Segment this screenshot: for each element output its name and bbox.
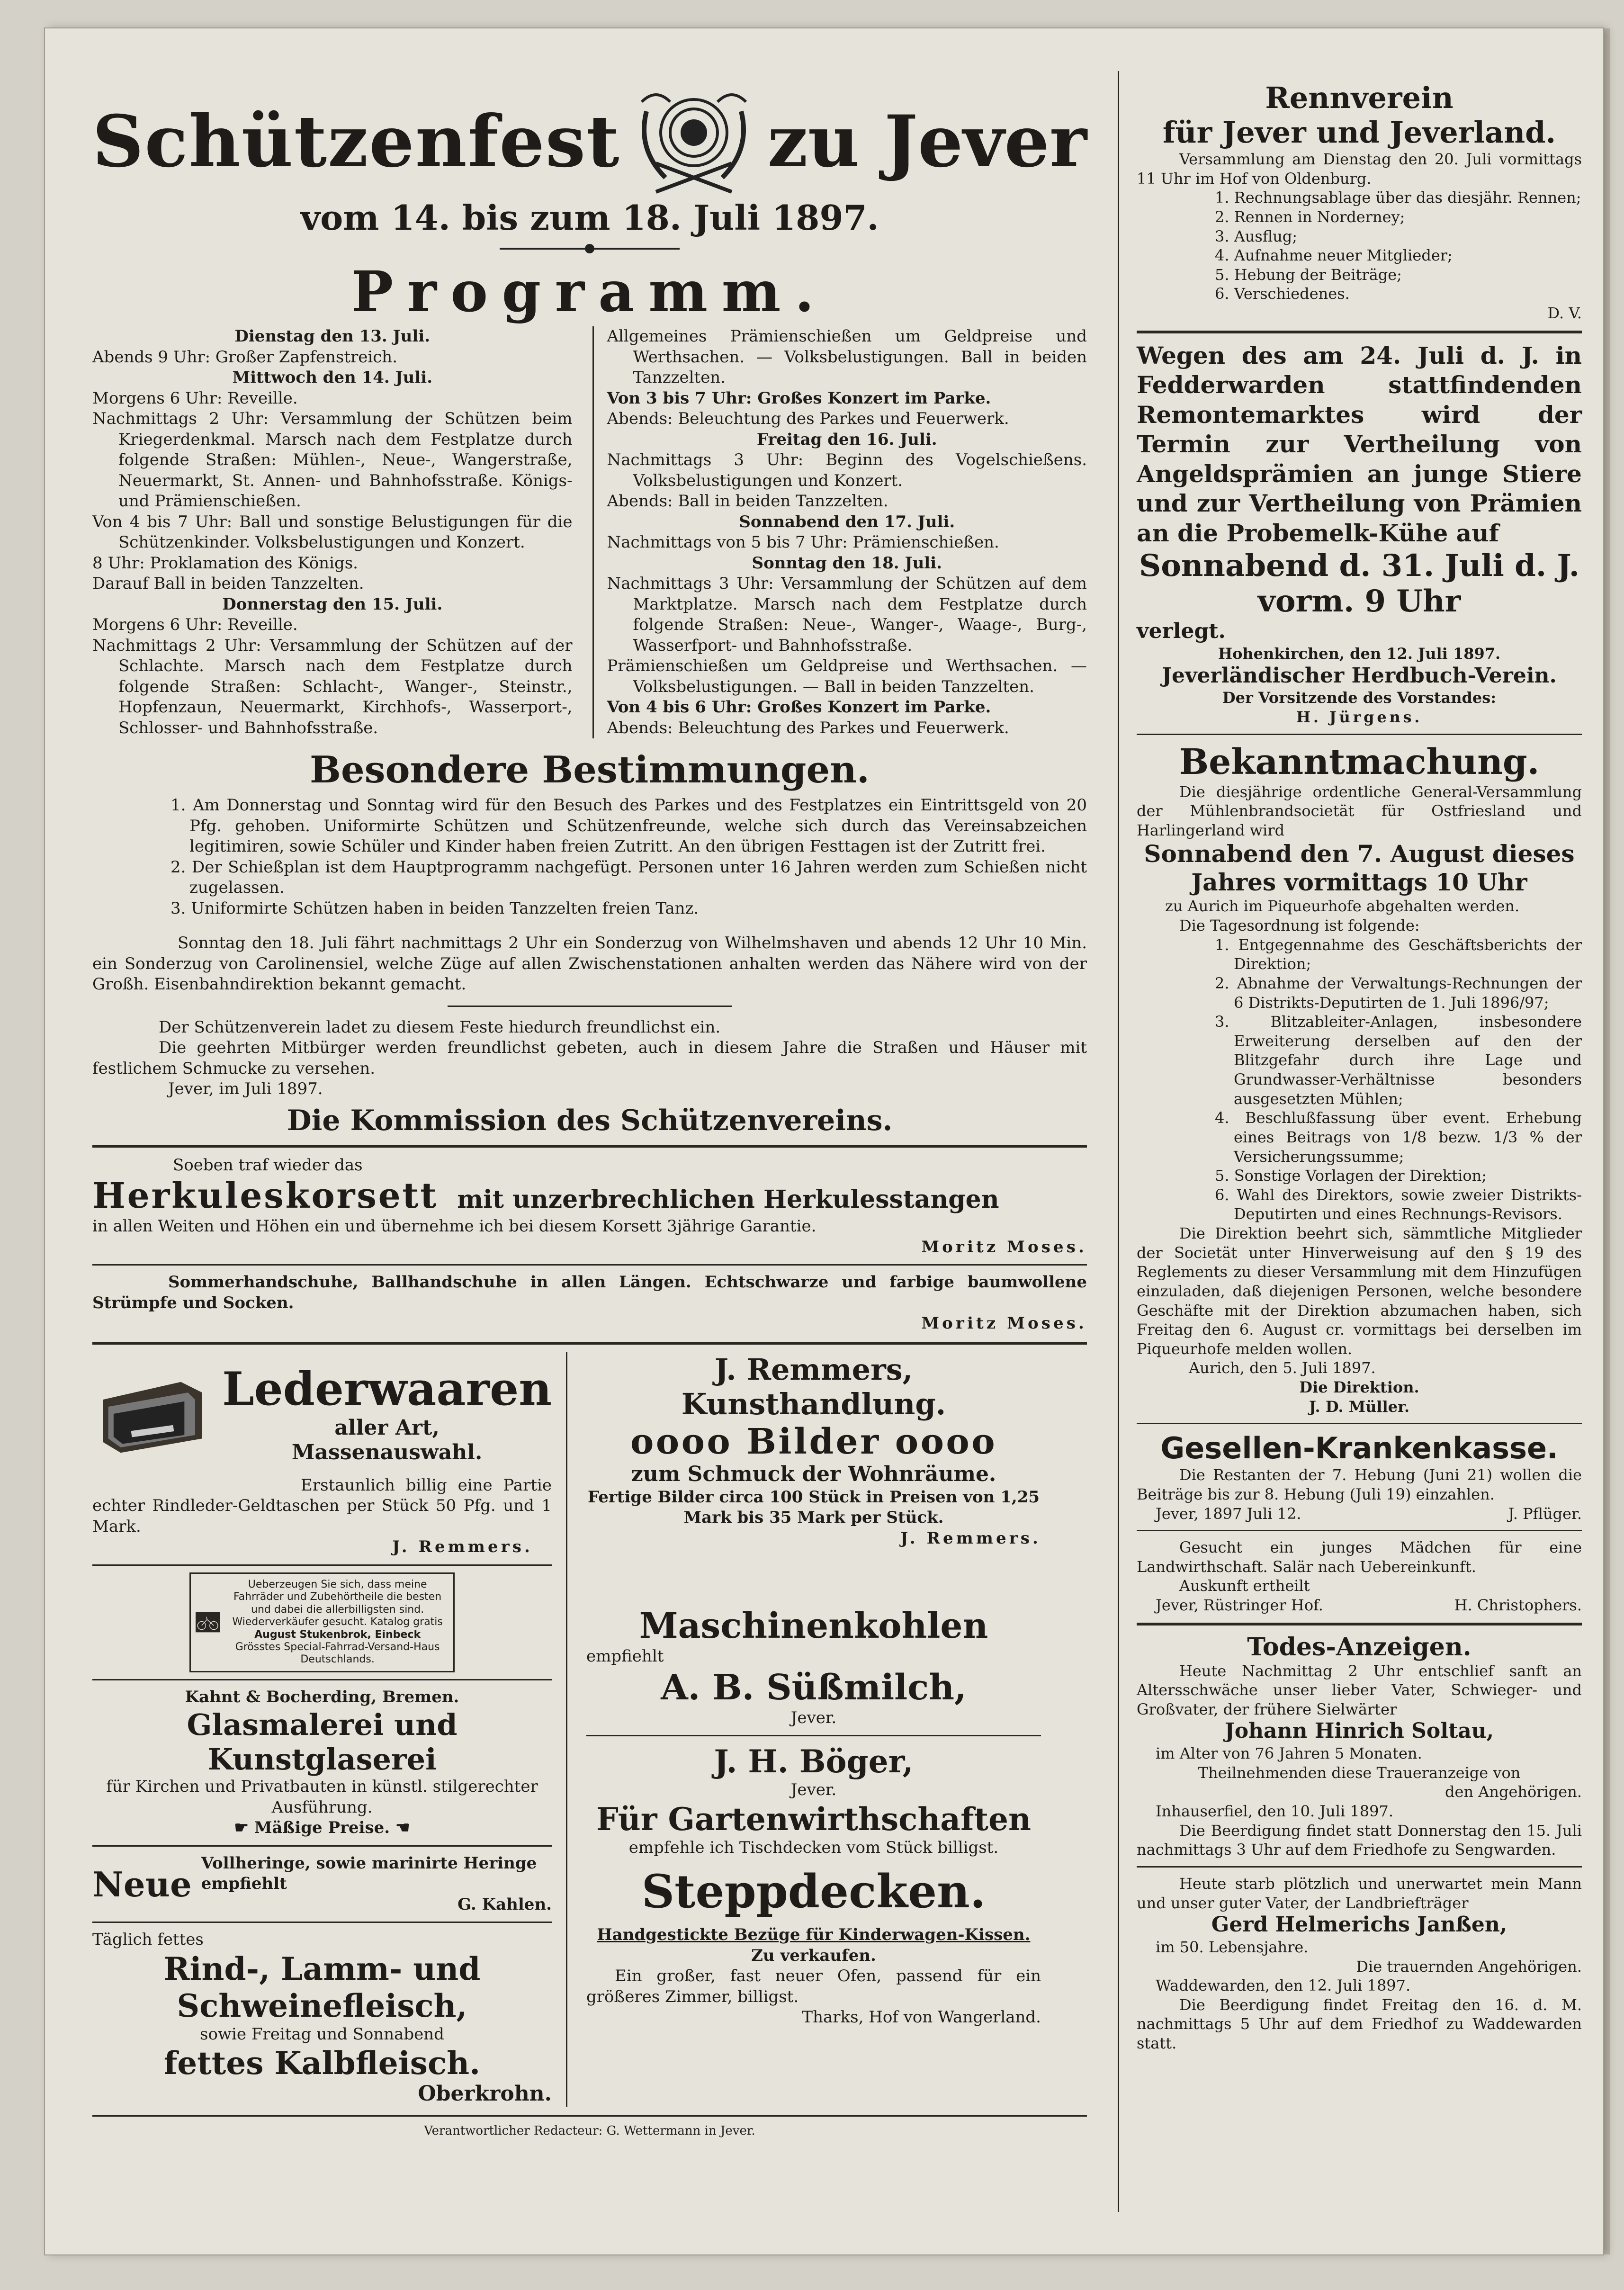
program-day-heading: Sonnabend den 17. Juli. <box>739 512 955 531</box>
bilder-sub: zum Schmuck der Wohnräume. <box>631 1462 996 1486</box>
lower-left-ads <box>92 1352 566 2107</box>
invite-place: Jever, im Juli 1897. <box>168 1079 323 1099</box>
fleisch-l2: Rind-, Lamm- und <box>163 1950 481 1987</box>
program-entry: Morgens 6 Uhr: Reveille. <box>92 615 298 635</box>
remonte-name: H. Jürgens. <box>1296 708 1423 726</box>
rennverein-text: Versammlung am Dienstag den 20. Juli vormittags 11 Uhr im Hof von Oldenburg. <box>1137 150 1582 188</box>
special-rules <box>92 795 1087 919</box>
program-column-left <box>92 326 573 738</box>
rennverein-ad <box>1137 81 1582 150</box>
special-rule-item: 2. Der Schießplan ist dem Hauptprogramm nachgefügt. Personen unter 16 Jahren werden zum Schießen nicht zugelassen. <box>170 857 1087 898</box>
tod2-ang: Die trauernden Angehörigen. <box>1356 1957 1582 1976</box>
program-title: Programm. <box>351 259 828 325</box>
tod1-teil: Theilnehmenden diese Traueranzeige von <box>1198 1763 1521 1782</box>
boeger-sign: Tharks, Hof von Wangerland. <box>802 2008 1041 2027</box>
tod2-age: im 50. Lebensjahre. <box>1156 1938 1309 1956</box>
right-section <box>1137 81 1606 2262</box>
gesucht-sign: H. Christophers. <box>1454 1596 1582 1615</box>
tod1-text: Heute Nachmittag 2 Uhr entschlief sanft an Altersschwäche unser lieber Vater, Schwieger- und Großvater, der frühere Sielwärter <box>1137 1661 1582 1718</box>
rennverein-t2: für Jever und Jeverland. <box>1162 115 1556 150</box>
program-entry: Nachmittags 3 Uhr: Versammlung der Schützen auf dem Marktplatze. Marsch nach dem Festplatze durch folgende Straßen: Neue-, Wanger-, Waage-, Burg-, Wasserfport- und Bahnhofsstraße. <box>607 574 1087 655</box>
agenda-item: 1. Rechnungsablage über das diesjähr. Rennen; <box>1215 189 1581 207</box>
divider <box>1137 1866 1582 1868</box>
bilder-ad <box>586 1352 1041 1549</box>
blank-space <box>586 1549 1041 1606</box>
program-entry: Allgemeines Prämienschießen um Geldpreise und Werthsachen. — Volksbelustigungen. Ball in beiden Tanzzelten. <box>607 326 1087 387</box>
remonte-verein: Jeverländischer Herdbuch-Verein. <box>1162 663 1557 688</box>
remonte-date1: Sonnabend d. 31. Juli d. J. <box>1139 548 1580 584</box>
program-entry: Abends 9 Uhr: Großer Zapfenstreich. <box>92 347 398 367</box>
boeger-kissen: Handgestickte Bezüge für Kinderwagen-Kissen. <box>597 1925 1031 1945</box>
kohlen-rec: empfiehlt <box>586 1647 664 1666</box>
bekannt-title: Bekanntmachung. <box>1179 741 1540 782</box>
agenda-item: 2. Rennen in Norderney; <box>1215 207 1405 226</box>
remonte-text: Wegen des am 24. Juli d. J. in Fedderwarden stattfindenden Remontemarktes wird der Termin zur Vertheilung von Angeldsprämien an junge Stiere und zur Vertheilung von Prämien an die Probemelk-Kühe auf <box>1137 341 1582 547</box>
divider <box>92 1264 1087 1266</box>
heringe-big: Neue <box>92 1864 192 1904</box>
stukenbrok-name: August Stukenbrok, Einbeck <box>254 1628 421 1641</box>
divider <box>1137 1623 1582 1625</box>
kohlen-place: Jever. <box>790 1708 837 1727</box>
bilder-title: J. Remmers, Kunsthandlung. <box>681 1352 946 1421</box>
program-entry: 8 Uhr: Proklamation des Königs. <box>92 553 358 573</box>
footer-redacteur: Verantwortlicher Redacteur: G. Wettermann in Jever. <box>424 2124 755 2138</box>
program-day-heading: Mittwoch den 14. Juli. <box>232 368 433 387</box>
commission-sign: Die Kommission des Schützenvereins. <box>287 1104 893 1137</box>
program-entry: Nachmittags 2 Uhr: Versammlung der Schützen auf der Schlachte. Marsch nach dem Festplatze durch folgende Straßen: Schlacht-, Wanger-, Steinstr., Hopfenzaun, Neuermarkt, Kirchhofs-, Wasserport-, Schlosser- und Bahnhofsstraße. <box>92 636 573 737</box>
bekannt-place: Aurich, den 5. Juli 1897. <box>1189 1359 1376 1377</box>
agenda-item: 6. Wahl des Direktors, sowie zweier Distrikts-Deputirten und eines Rechnungs-Revisors. <box>1215 1185 1582 1223</box>
agenda-item: 3. Ausflug; <box>1215 227 1298 245</box>
glas-ad <box>92 1687 552 1839</box>
ornament-divider-icon <box>92 239 1087 258</box>
program-day-heading: Freitag den 16. Juli. <box>756 430 937 449</box>
hand-left-icon: ☚ <box>395 1818 410 1838</box>
tod-title: Todes-Anzeigen. <box>1247 1632 1471 1661</box>
program-column-right <box>592 326 1087 738</box>
gesucht-place: Jever, Rüstringer Hof. <box>1156 1596 1323 1615</box>
gesellen-place: Jever, 1897 Juli 12. <box>1156 1504 1301 1523</box>
leder-sub1: aller Art, <box>334 1415 440 1440</box>
festival-title-left: Schützenfest <box>92 100 620 184</box>
program-entry: Von 4 bis 7 Uhr: Ball und sonstige Belustigungen für die Schützenkinder. Volksbelustigungen und Konzert. <box>92 512 573 552</box>
tod1-beerd: Die Beerdigung findet statt Donnerstag den 15. Juli nachmittags 3 Uhr auf dem Friedhofe zu Sengwarden. <box>1137 1821 1582 1859</box>
divider <box>1137 1530 1582 1531</box>
program-day-heading: Sonntag den 18. Juli. <box>752 553 942 573</box>
korsett-intro: Soeben traf wieder das <box>173 1155 363 1175</box>
tod2-text: Heute starb plötzlich und unerwartet mein Mann und unser guter Vater, der Landbriefträger <box>1137 1874 1582 1912</box>
bekannt-name: J. D. Müller. <box>1309 1397 1410 1416</box>
divider <box>92 1145 1087 1148</box>
leder-sign: J. Remmers. <box>392 1537 533 1557</box>
agenda-item: 6. Verschiedenes. <box>1215 285 1350 303</box>
agenda-item: 2. Abnahme der Verwaltungs-Rechnungen der 6 Distrikts-Deputirten de 1. Juli 1896/97; <box>1215 974 1582 1012</box>
bekannt-items <box>1137 935 1582 1224</box>
leder-text: Erstaunlich billig eine Partie echter Rindleder-Geldtaschen per Stück 50 Pfg. und 1 Mark. <box>92 1475 552 1536</box>
festival-header <box>92 81 1087 204</box>
handschuhe-sign: Moritz Moses. <box>921 1314 1087 1333</box>
tod1-name: Johann Hinrich Soltau, <box>1224 1719 1494 1743</box>
lower-ads <box>92 1352 1087 2107</box>
heringe-text: Vollheringe, sowie marinirte Heringe empfiehlt <box>201 1853 537 1894</box>
special-rule-item: 3. Uniformirte Schützen haben in beiden Tanzzelten freien Tanz. <box>170 898 699 918</box>
fleisch-sign: Oberkrohn. <box>418 2082 552 2106</box>
left-section <box>92 81 1087 2262</box>
agenda-item: 4. Aufnahme neuer Mitglieder; <box>1215 246 1453 265</box>
heringe-ad <box>92 1853 552 1915</box>
gesucht-aus: Auskunft ertheilt <box>1179 1577 1310 1595</box>
gesucht-text: Gesucht ein junges Mädchen für eine Landwirthschaft. Salär nach Uebereinkunft. <box>1137 1538 1582 1576</box>
boeger-text: empfehle ich Tischdecken vom Stück billigst. <box>628 1838 999 1857</box>
program-entry: Darauf Ball in beiden Tanzzelten. <box>92 574 364 593</box>
glas-title: Glasmalerei und Kunstglaserei <box>187 1707 458 1777</box>
bekannt-ort: zu Aurich im Piqueurhofe abgehalten werden. <box>1165 897 1520 916</box>
rennverein-items <box>1137 188 1582 304</box>
agenda-item: 1. Entgegennahme des Geschäftsberichts der Direktion; <box>1215 935 1582 973</box>
tod1-place: Inhauserfiel, den 10. Juli 1897. <box>1156 1802 1394 1821</box>
kohlen-title: Maschinenkohlen <box>639 1606 988 1647</box>
boeger-title: Für Gartenwirthschaften <box>596 1800 1031 1838</box>
fleisch-l4: sowie Freitag und Sonnabend <box>200 2024 444 2044</box>
stukenbrok-sub: Grösstes Special-Fahrrad-Versand-Haus Deutschlands. <box>235 1641 440 1666</box>
bekannt-date: Sonnabend den 7. August dieses Jahres vormittags 10 Uhr <box>1144 840 1575 897</box>
tod1-ang: den Angehörigen. <box>1445 1783 1582 1801</box>
leder-sub2: Massenauswahl. <box>291 1440 483 1465</box>
program-entry: Nachmittags 3 Uhr: Beginn des Vogelschießens. Volksbelustigungen und Konzert. <box>607 450 1087 490</box>
bekannt-text: Die diesjährige ordentliche General-Versammlung der Mühlenbrandsocietät für Ostfriesland und Harlingerland wird <box>1137 782 1582 839</box>
glas-text: für Kirchen und Privatbauten in künstl. stilgerechter Ausführung. <box>106 1777 538 1817</box>
korsett-rest: mit unzerbrechlichen Herkulesstangen <box>457 1185 999 1214</box>
hand-right-icon: ☛ <box>234 1818 249 1838</box>
divider <box>586 1735 1041 1736</box>
stukenbrok-text: Ueberzeugen Sie sich, dass meine Fahrräder und Zubehörtheile die besten und dabei die allerbilligsten sind. Wiederverkäufer gesucht. Katalog gratis <box>232 1578 443 1628</box>
bilder-sign: J. Remmers. <box>900 1528 1041 1548</box>
program-entry: Nachmittags 2 Uhr: Versammlung der Schützen beim Kriegerdenkmal. Marsch nach dem Festplatze durch folgende Straßen: Mühlen-, Neue-, Wangerstraße, Neuermarkt, St. Annen- und Bahnhofsstraße. Königs- und Prämienschießen. <box>92 409 573 511</box>
divider <box>92 1342 1087 1345</box>
gesellen-sign: J. Pflüger. <box>1508 1504 1582 1523</box>
divider <box>1137 331 1582 333</box>
kohlen-ad <box>586 1606 1041 1728</box>
remonte-vors: Der Vorsitzende des Vorstandes: <box>1222 689 1497 707</box>
program-entry: Prämienschießen um Geldpreise und Werthsachen. — Volksbelustigungen. — Ball in beiden Tanzzelten. <box>607 656 1087 696</box>
divider <box>1137 1423 1582 1424</box>
divider <box>448 1006 732 1007</box>
leder-title: Lederwaaren <box>222 1362 552 1416</box>
rennverein-sign: D. V. <box>1547 304 1582 322</box>
program-entry: Abends: Beleuchtung des Parkes und Feuerwerk. <box>607 409 1009 429</box>
program-entry: Von 3 bis 7 Uhr: Großes Konzert im Parke. <box>607 388 991 408</box>
tod1-age: im Alter von 76 Jahren 5 Monaten. <box>1156 1744 1422 1763</box>
bicycle-icon <box>196 1587 220 1658</box>
agenda-item: 5. Sonstige Vorlagen der Direktion; <box>1215 1167 1487 1185</box>
fleisch-l1: Täglich fettes <box>92 1930 204 1949</box>
stukenbrok-ad <box>189 1572 455 1672</box>
boeger-ad <box>586 1743 1041 2028</box>
agenda-item: 3. Blitzableiter-Anlagen, insbesondere Erweiterung derselben auf den der Blitzgefahr durch ihre Lage und Grundwasser-Verhältnisse besonders ausgesetzten Mühlen; <box>1215 1013 1582 1108</box>
festival-dates: vom 14. bis zum 18. Juli 1897. <box>300 198 879 238</box>
boeger-ofen: Ein großer, fast neuer Ofen, passend für ein größeres Zimmer, billigst. <box>586 1967 1041 2006</box>
fleisch-l3: Schweinefleisch, <box>177 1987 467 2024</box>
glas-firm: Kahnt & Bocherding, Bremen. <box>185 1687 459 1706</box>
gesellen-title: Gesellen-Krankenkasse. <box>1160 1431 1558 1466</box>
divider <box>92 1564 552 1566</box>
gesellen-text: Die Restanten der 7. Hebung (Juni 21) wollen die Beiträge bis zur 8. Hebung (Juli 19) einzahlen. <box>1137 1466 1582 1503</box>
bekannt-dir: Die Direktion. <box>1299 1378 1419 1397</box>
program-entry: Abends: Ball in beiden Tanzzelten. <box>607 492 888 511</box>
divider <box>92 1845 552 1847</box>
fleisch-l5: fettes Kalbfleisch. <box>163 2045 481 2082</box>
lower-right-ads <box>567 1352 1041 2107</box>
divider <box>1137 734 1582 735</box>
column-rule <box>1118 71 1119 2212</box>
target-emblem-icon <box>628 83 760 201</box>
divider <box>92 1679 552 1680</box>
korsett-sign: Moritz Moses. <box>921 1237 1087 1257</box>
boeger-place: Jever. <box>790 1780 837 1800</box>
bilder-text: Fertige Bilder circa 100 Stück in Preisen von 1,25 Mark bis 35 Mark per Stück. <box>587 1487 1040 1527</box>
festival-title-right: zu Jever <box>767 100 1087 184</box>
train-notice: Sonntag den 18. Juli fährt nachmittags 2 Uhr ein Sonderzug von Wilhelmshaven und abends 12 Uhr 10 Min. ein Sonderzug von Carolinensiel, welche Züge auf allen Zwischenstationen anhalten werden das Nähere wird von der Großh. Eisenbahndirektion bekannt gemacht. <box>92 934 1087 994</box>
glas-prices: Mäßige Preise. <box>254 1818 390 1838</box>
divider <box>92 2115 1087 2117</box>
invite-line-1: Der Schützenverein ladet zu diesem Feste hiedurch freundlichst ein. <box>159 1017 721 1037</box>
tod2-beerd: Die Beerdigung findet Freitag den 16. d. M. nachmittags 5 Uhr auf dem Friedhof zu Waddewarden statt. <box>1137 1995 1582 2053</box>
bekannt-end: Die Direktion beehrt sich, sämmtliche Mitglieder der Societät unter Hinverweisung auf den § 19 des Reglements zu dieser Versammlung mit dem Hinzufügen einzuladen, daß diejenigen Personen, welche besondere Geschäfte mit der Direktion abzumachen haben, sich Freitag den 6. August cr. vormittags bei derselben im Piqueurhofe melden wollen. <box>1137 1224 1582 1358</box>
bilder-big: oooo Bilder oooo <box>630 1421 997 1462</box>
korsett-line: in allen Weiten und Höhen ein und übernehme ich bei diesem Korsett 3jährige Garantie. <box>92 1217 816 1236</box>
bekannt-tag: Die Tagesordnung ist folgende: <box>1179 916 1420 935</box>
rennverein-t1: Rennverein <box>1265 81 1454 115</box>
tod2-name: Gerd Helmerichs Janßen, <box>1211 1913 1507 1937</box>
program-entry: Von 4 bis 6 Uhr: Großes Konzert im Parke. <box>607 698 991 717</box>
boeger-stepp: Steppdecken. <box>641 1865 986 1919</box>
program-entry: Nachmittags von 5 bis 7 Uhr: Prämienschießen. <box>607 533 999 552</box>
agenda-item: 4. Beschlußfassung über event. Erhebung eines Beitrags von 1/8 bezw. 1/3 % der Versicherungssumme; <box>1215 1109 1582 1166</box>
boeger-verk: Zu verkaufen. <box>751 1946 876 1965</box>
tod2-place: Waddewarden, den 12. Juli 1897. <box>1156 1976 1411 1995</box>
invite-line-2: Die geehrten Mitbürger werden freundlichst gebeten, auch in diesem Jahre die Straßen und Häuser mit festlichem Schmucke zu versehen. <box>92 1038 1087 1078</box>
korsett-name: Herkuleskorsett <box>92 1176 439 1217</box>
heringe-sign: G. Kahlen. <box>458 1895 552 1914</box>
special-title: Besondere Bestimmungen. <box>310 748 870 792</box>
program-entry: Morgens 6 Uhr: Reveille. <box>92 388 298 408</box>
program-day-heading: Dienstag den 13. Juli. <box>234 326 431 346</box>
remonte-place: Hohenkirchen, den 12. Juli 1897. <box>1218 644 1501 663</box>
program-day-heading: Donnerstag den 15. Juli. <box>222 594 443 614</box>
remonte-verlegt: verlegt. <box>1137 619 1226 644</box>
boeger-name: J. H. Böger, <box>714 1743 914 1780</box>
special-rule-item: 1. Am Donnerstag und Sonntag wird für den Besuch des Parkes und des Festplatzes ein Eintrittsgeld von 20 Pfg. gehoben. Uniformirte Schützen und Schützenfreunde, welche sich durch das Vereinsabzeichen legitimiren, sowie Schüler und Kinder haben freien Zutritt. An den übrigen Festtagen ist der Zutritt frei. <box>170 796 1087 856</box>
program-columns <box>92 326 1087 738</box>
divider <box>92 1922 552 1923</box>
agenda-item: 5. Hebung der Beiträge; <box>1215 265 1402 284</box>
handschuhe-ad <box>92 1272 1087 1334</box>
kohlen-name: A. B. Süßmilch, <box>661 1667 967 1708</box>
wallet-icon <box>92 1352 213 1475</box>
remonte-date2: vorm. 9 Uhr <box>1257 584 1461 620</box>
program-entry: Abends: Beleuchtung des Parkes und Feuerwerk. <box>607 718 1009 737</box>
korsett-ad <box>92 1155 1087 1258</box>
fleisch-ad <box>92 1930 552 2107</box>
handschuhe-text: Sommerhandschuhe, Ballhandschuhe in allen Längen. Echtschwarze und farbige baumwollene Strümpfe und Socken. <box>92 1273 1087 1312</box>
